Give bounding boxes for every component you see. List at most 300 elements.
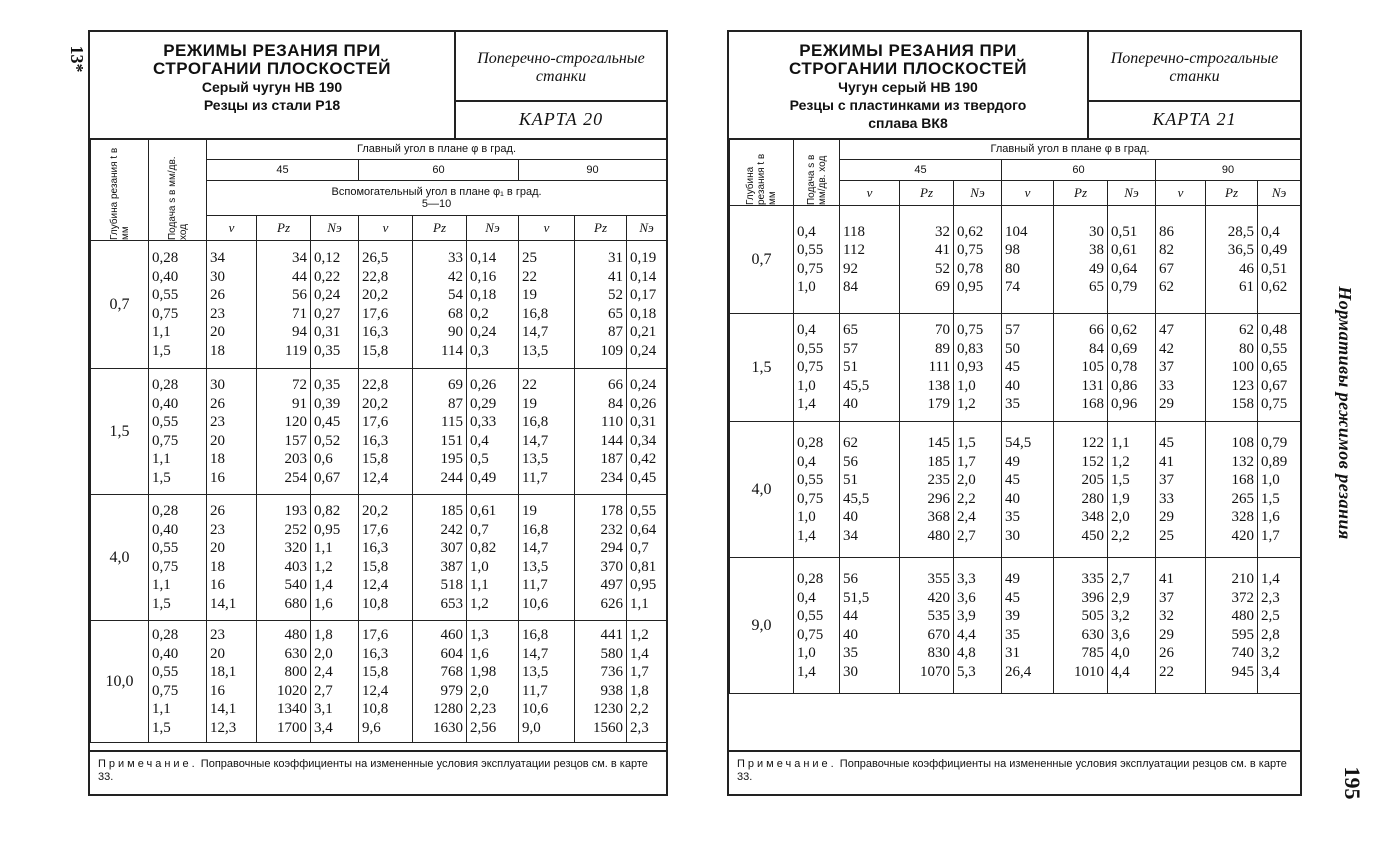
table-value: 368 [927, 509, 950, 525]
table-value: 2,5 [1261, 608, 1280, 624]
table-value: 450 [1081, 527, 1104, 544]
table-value: 112 [843, 242, 865, 258]
table-value: 2,3 [630, 719, 649, 736]
table-value: 29 [1159, 509, 1174, 525]
table-value: 505 [1081, 608, 1104, 624]
feed-cell [794, 558, 840, 694]
table-value: 0,45 [630, 469, 657, 486]
table-value: 18 [210, 558, 225, 575]
column-header: v [519, 216, 575, 241]
table-value: 65 [843, 322, 858, 339]
table-value: 0,3 [470, 342, 489, 359]
table-value: 1,4 [630, 645, 649, 662]
header-row [730, 139, 1301, 160]
table-value: 13,5 [522, 664, 549, 680]
depth-group-row [91, 369, 667, 495]
table-value: 0,82 [314, 503, 341, 519]
table-value: 3,2 [1261, 645, 1280, 661]
feed-value: 0,28 [152, 627, 179, 643]
left-page-number: 13* [67, 45, 87, 73]
table-value: 30 [1089, 223, 1104, 240]
running-head: Нормативы режимов резания [1335, 286, 1355, 540]
table-value: 18 [210, 342, 225, 359]
table-value: 2,7 [1111, 571, 1130, 587]
table-value: 57 [1005, 322, 1020, 339]
column-header: Nэ [1258, 181, 1301, 206]
value-cell [1258, 422, 1301, 558]
table-value: 114 [441, 342, 463, 359]
table-value: 35 [843, 645, 858, 661]
table-value: 34 [210, 250, 225, 266]
table-value: 29 [1159, 626, 1174, 643]
table-value: 0,27 [314, 305, 341, 322]
table-value: 45 [1159, 435, 1174, 451]
feed-value: 1,0 [797, 645, 816, 661]
value-cell [1108, 422, 1156, 558]
table-value: 32 [935, 223, 950, 240]
table-value: 0,61 [1111, 242, 1138, 258]
table-value: 20 [210, 540, 225, 556]
table-value: 49 [1005, 571, 1020, 587]
table-value: 1,1 [470, 577, 489, 593]
table-value: 14,7 [522, 540, 549, 556]
table-value: 108 [1231, 435, 1254, 451]
table-value: 2,2 [957, 490, 976, 507]
table-value: 1,4 [1261, 571, 1280, 587]
table-value: 441 [600, 627, 623, 643]
value-cell [840, 422, 900, 558]
table-note [729, 750, 1300, 794]
table-value: 42 [1159, 340, 1174, 357]
value-cell [1002, 422, 1054, 558]
table-value: 0,82 [470, 540, 497, 556]
table-value: 25 [1159, 527, 1174, 544]
table-value: 18,1 [210, 664, 237, 680]
table-value: 47 [1159, 322, 1174, 339]
table-value: 254 [284, 469, 307, 486]
feed-value: 0,28 [152, 503, 179, 519]
table-value: 1,0 [470, 558, 489, 575]
table-value: 120 [284, 414, 307, 430]
table-value: 23 [210, 627, 225, 643]
table-value: 145 [927, 435, 950, 451]
table-value: 1,0 [957, 377, 976, 394]
table-value: 12,3 [210, 719, 237, 736]
table-value: 89 [935, 340, 950, 357]
feed-value: 1,1 [152, 451, 171, 467]
depth-cell: 0,7 [730, 206, 794, 314]
value-cell [207, 495, 257, 621]
table-value: 0,55 [630, 503, 657, 519]
table-value: 0,93 [957, 359, 984, 376]
table-value: 50 [1005, 340, 1020, 357]
table-value: 979 [440, 682, 463, 699]
table-value: 20 [210, 324, 225, 340]
table-value: 104 [1005, 223, 1028, 240]
table-value: 29 [1159, 396, 1174, 413]
table-value: 604 [440, 645, 463, 662]
table-value: 2,8 [1261, 626, 1280, 643]
feed-value: 1,4 [797, 527, 816, 544]
table-value: 17,6 [362, 627, 389, 643]
table-value: 0,89 [1261, 453, 1288, 470]
table-value: 1700 [277, 719, 307, 736]
table-value: 252 [284, 521, 307, 538]
table-value: 11,7 [522, 469, 548, 486]
depth-header-label: Глубина резания t в мм [108, 147, 131, 240]
table-value: 0,14 [630, 268, 657, 285]
table-value: 52 [935, 260, 950, 277]
feed-header [149, 139, 207, 241]
table-value: 0,69 [1111, 340, 1138, 357]
table-value: 0,51 [1261, 260, 1288, 277]
table-value: 40 [1005, 490, 1020, 507]
table-value: 14,7 [522, 432, 549, 449]
table-value: 0,75 [957, 242, 984, 258]
value-cell [627, 495, 667, 621]
value-cell [1206, 314, 1258, 422]
table-value: 0,49 [1261, 242, 1288, 258]
table-value: 26,5 [362, 250, 389, 266]
table-value: 44 [292, 268, 307, 285]
note-text: Поправочные коэффициенты на измененные условия эксплуатации резцов см. в карте 33. [98, 758, 648, 783]
depth-header [91, 139, 149, 241]
feed-value: 0,55 [152, 287, 179, 303]
table-value: 2,0 [314, 645, 333, 662]
table-value: 115 [441, 414, 463, 430]
table-value: 0,35 [314, 342, 341, 359]
table-value: 372 [1231, 589, 1254, 606]
table-value: 203 [284, 451, 307, 467]
aux-angle-label: Вспомогательный угол в плане φ₁ в град. [331, 186, 542, 198]
value-cell [1156, 558, 1206, 694]
table-value: 15,8 [362, 664, 389, 680]
feed-header-label: Подача s в мм/дв. ход [805, 154, 828, 205]
card-21 [727, 30, 1302, 796]
value-cell [413, 495, 467, 621]
table-value: 20,2 [362, 287, 389, 303]
table-value: 15,8 [362, 558, 389, 575]
table-value: 17,6 [362, 521, 389, 538]
table-value: 0,67 [1261, 377, 1288, 394]
table-value: 0,75 [957, 322, 984, 339]
value-cell [1054, 558, 1108, 694]
table-value: 15,8 [362, 342, 389, 359]
table-value: 87 [608, 324, 623, 340]
table-value: 87 [448, 395, 463, 412]
feed-value: 0,4 [797, 453, 816, 470]
table-value: 2,56 [470, 719, 497, 736]
table-value: 680 [284, 595, 307, 612]
table-value: 187 [600, 451, 623, 467]
value-cell [627, 621, 667, 743]
table-value: 3,3 [957, 571, 976, 587]
table-value: 30 [210, 377, 225, 393]
table-value: 1,4 [314, 577, 333, 593]
table-value: 280 [1081, 490, 1104, 507]
table-value: 2,4 [314, 664, 333, 680]
card-number: КАРТА 20 [518, 109, 604, 129]
table-value: 34 [843, 527, 858, 544]
table-value: 40 [843, 509, 858, 525]
table-value: 67 [1159, 260, 1174, 277]
table-value: 26 [210, 503, 225, 519]
table-value: 0,95 [314, 521, 341, 538]
feed-value: 0,75 [797, 490, 824, 507]
table-value: 630 [1081, 626, 1104, 643]
value-cell [311, 369, 359, 495]
feed-header [794, 139, 840, 206]
feed-cell [794, 422, 840, 558]
table-value: 2,3 [1261, 589, 1280, 606]
table-value: 35 [1005, 396, 1020, 413]
feed-value: 0,28 [797, 435, 824, 451]
table-value: 82 [1159, 242, 1174, 258]
table-value: 49 [1089, 260, 1104, 277]
table-value: 0,55 [1261, 340, 1288, 357]
table-value: 92 [843, 260, 858, 277]
table-value: 420 [927, 589, 950, 606]
table-value: 4,0 [1111, 645, 1130, 661]
value-cell [1156, 314, 1206, 422]
depth-group-row [730, 206, 1301, 314]
table-value: 23 [210, 305, 225, 322]
table-value: 0,24 [314, 287, 341, 303]
table-value: 0,78 [957, 260, 984, 277]
table-value: 0,12 [314, 250, 341, 266]
value-cell [359, 495, 413, 621]
table-value: 11,7 [522, 577, 548, 593]
table-value: 630 [284, 645, 307, 662]
value-cell [1002, 314, 1054, 422]
machine-type: Поперечно-строгальные станки [456, 32, 666, 102]
note-label: Примечание. [98, 758, 198, 770]
table-value: 0,42 [630, 451, 657, 467]
card-title [729, 32, 1089, 138]
depth-cell: 10,0 [91, 621, 149, 743]
angle-header: 45 [207, 160, 359, 181]
table-value: 195 [440, 451, 463, 467]
table-value: 0,26 [470, 377, 497, 393]
value-cell [359, 369, 413, 495]
table-value: 210 [1231, 571, 1254, 587]
table-value: 1340 [277, 701, 307, 717]
table-value: 2,0 [470, 682, 489, 699]
table-value: 16 [210, 577, 225, 593]
table-value: 670 [927, 626, 950, 643]
table-value: 26,4 [1005, 663, 1032, 680]
note-text: Поправочные коэффициенты на измененные условия эксплуатации резцов см. в карте 33. [737, 758, 1287, 783]
table-value: 13,5 [522, 558, 549, 575]
feed-value: 0,55 [152, 414, 179, 430]
value-cell [519, 621, 575, 743]
table-value: 51 [843, 359, 858, 376]
table-value: 1,5 [957, 435, 976, 451]
table-value: 56 [843, 453, 858, 470]
table-value: 56 [843, 571, 858, 587]
value-cell [954, 558, 1002, 694]
column-header: v [359, 216, 413, 241]
table-value: 13,5 [522, 451, 549, 467]
feed-value: 1,1 [152, 701, 171, 717]
value-cell [519, 495, 575, 621]
table-value: 9,6 [362, 719, 381, 736]
value-cell [311, 495, 359, 621]
table-value: 11,7 [522, 682, 548, 699]
value-cell [575, 369, 627, 495]
table-value: 785 [1081, 645, 1104, 661]
table-value: 10,8 [362, 595, 389, 612]
table-value: 497 [600, 577, 623, 593]
value-cell [413, 621, 467, 743]
table-value: 403 [284, 558, 307, 575]
table-value: 205 [1081, 472, 1104, 488]
feed-value: 0,4 [797, 322, 816, 339]
depth-cell: 0,7 [91, 241, 149, 369]
feed-value: 0,75 [152, 432, 179, 449]
value-cell [467, 369, 519, 495]
feed-value: 1,5 [152, 595, 171, 612]
column-header: Nэ [954, 181, 1002, 206]
table-value: 1,7 [1261, 527, 1280, 544]
value-cell [257, 495, 311, 621]
depth-cell: 9,0 [730, 558, 794, 694]
table-value: 3,6 [1111, 626, 1130, 643]
feed-value: 0,4 [797, 223, 816, 240]
value-cell [954, 422, 1002, 558]
table-note [90, 750, 666, 794]
table-value: 235 [927, 472, 950, 488]
column-header: Nэ [311, 216, 359, 241]
table-value: 2,4 [957, 509, 976, 525]
value-cell [207, 621, 257, 743]
table-value: 232 [600, 521, 623, 538]
table-value: 41 [935, 242, 950, 258]
table-value: 460 [440, 627, 463, 643]
table-value: 3,6 [957, 589, 976, 606]
table-value: 1280 [433, 701, 463, 717]
table-value: 1,9 [1111, 490, 1130, 507]
table-value: 830 [927, 645, 950, 661]
value-cell [1156, 422, 1206, 558]
table-value: 12,4 [362, 469, 389, 486]
feed-value: 0,40 [152, 268, 179, 285]
table-value: 0,7 [630, 540, 649, 556]
value-cell [1054, 422, 1108, 558]
title-line: СТРОГАНИИ ПЛОСКОСТЕЙ [789, 59, 1027, 78]
table-value: 30 [210, 268, 225, 285]
value-cell [257, 241, 311, 369]
table-value: 0,61 [470, 503, 497, 519]
table-value: 320 [284, 540, 307, 556]
angle-header: 90 [519, 160, 667, 181]
table-value: 1,98 [470, 664, 497, 680]
table-value: 0,79 [1261, 435, 1288, 451]
feed-value: 1,0 [797, 377, 816, 394]
table-value: 0,96 [1111, 396, 1138, 413]
table-value: 1,6 [314, 595, 333, 612]
table-value: 17,6 [362, 305, 389, 322]
subtitle-line: Серый чугун HB 190 [201, 79, 343, 95]
card-20 [88, 30, 668, 796]
table-value: 19 [522, 395, 537, 412]
table-value: 0,49 [470, 469, 497, 486]
table-value: 122 [1081, 435, 1104, 451]
table-value: 1,7 [630, 664, 649, 680]
table-value: 0,21 [630, 324, 657, 340]
table-value: 2,7 [314, 682, 333, 699]
table-value: 91 [292, 395, 307, 412]
table-value: 0,62 [957, 223, 984, 240]
table-value: 31 [1005, 645, 1020, 661]
table-value: 1,3 [470, 627, 489, 643]
value-cell [1258, 206, 1301, 314]
aux-angle-value: 5—10 [421, 198, 452, 210]
table-value: 2,2 [630, 701, 649, 717]
table-value: 535 [927, 608, 950, 624]
table-value: 1,1 [1111, 435, 1130, 451]
table-value: 16,3 [362, 324, 389, 340]
feed-value: 0,55 [152, 540, 179, 556]
table-value: 168 [1081, 396, 1104, 413]
feed-cell [149, 241, 207, 369]
depth-header-label: Глубина резания t в мм [745, 153, 778, 205]
table-value: 25 [522, 250, 537, 266]
feed-value: 0,75 [152, 558, 179, 575]
table-value: 0,67 [314, 469, 341, 486]
value-cell [900, 422, 954, 558]
table-value: 72 [292, 377, 307, 393]
table-value: 396 [1081, 589, 1104, 606]
value-cell [467, 495, 519, 621]
value-cell [627, 241, 667, 369]
table-value: 110 [601, 414, 623, 430]
table-value: 151 [440, 432, 463, 449]
table-value: 94 [292, 324, 307, 340]
table-value: 31 [608, 250, 623, 266]
table-value: 938 [600, 682, 623, 699]
column-header: Nэ [467, 216, 519, 241]
table-value: 2,0 [1111, 509, 1130, 525]
table-value: 40 [843, 626, 858, 643]
table-value: 1,2 [630, 627, 649, 643]
table-value: 518 [440, 577, 463, 593]
column-header: Pz [1206, 181, 1258, 206]
feed-value: 0,55 [797, 608, 824, 624]
table-value: 45,5 [843, 490, 870, 507]
table-value: 0,24 [470, 324, 497, 340]
feed-value: 1,5 [152, 342, 171, 359]
table-value: 0,4 [470, 432, 489, 449]
feed-cell [794, 206, 840, 314]
value-cell [954, 206, 1002, 314]
table-value: 30 [1005, 527, 1020, 544]
table-value: 1,6 [470, 645, 489, 662]
feed-value: 0,28 [152, 250, 179, 266]
value-cell [1206, 558, 1258, 694]
column-header: Pz [575, 216, 627, 241]
table-value: 387 [440, 558, 463, 575]
value-cell [1054, 206, 1108, 314]
table-value: 35 [1005, 626, 1020, 643]
table-value: 105 [1081, 359, 1104, 376]
table-value: 1,2 [957, 396, 976, 413]
table-value: 80 [1239, 340, 1254, 357]
table-value: 0,62 [1261, 279, 1288, 295]
table-value: 2,9 [1111, 589, 1130, 606]
table-value: 52 [608, 287, 623, 303]
table-value: 296 [927, 490, 950, 507]
